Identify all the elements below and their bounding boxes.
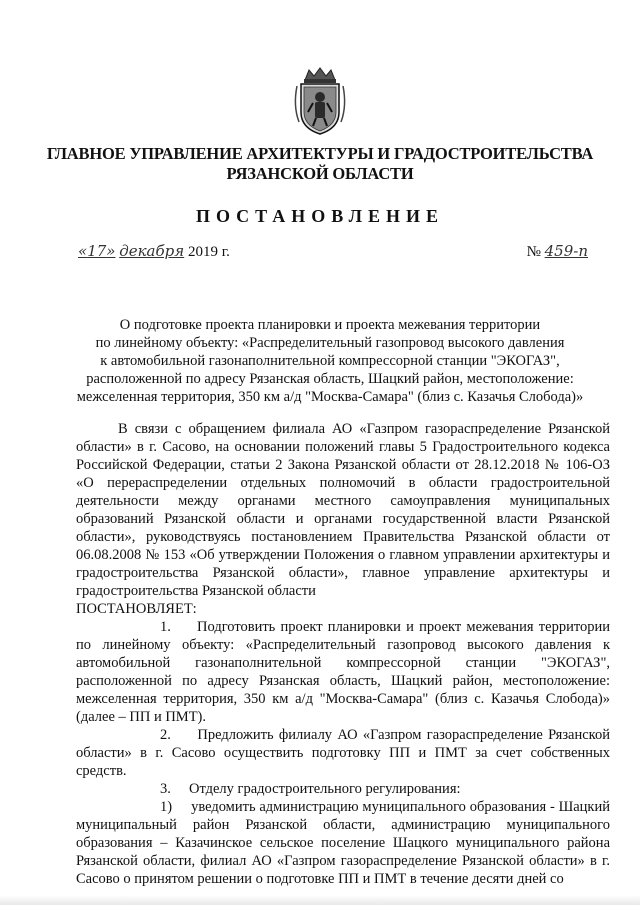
document-body (76, 420, 610, 888)
organization-title (40, 144, 600, 184)
document-type-heading: ПОСТАНОВЛЕНИЕ (195, 206, 445, 226)
item-paragraph (76, 618, 610, 726)
subject-line: О подготовке проекта планировки и проекта межевания территории (119, 317, 541, 333)
intro-paragraph: В связи с обращением филиала АО «Газпром газораспределение Рязанской области» в г. Сасово, на основании положений главы 5 Градостроительного кодекса Российской Федерации, статьи 2 Закона Рязанской области от 28.12.2018 № 106-ОЗ «О перераспределении отдельных полномочий в области градостроительной деятельности между органами местного самоуправления муниципальных образований Рязанской области и органами государственной власти Рязанской области», руководствуясь постановлением Правительства Рязанской области от 06.08.2008 № 153 «Об утверждении Положения о главном управлении архитектуры и градостроительства Рязанской области», главное управление архитектуры и градостроительства Рязанской области (76, 421, 610, 599)
item-number: 1) (160, 799, 173, 815)
date-day: 17 (87, 242, 107, 260)
item-text: уведомить администрацию муниципального образования - Шацкий муниципальный район Рязанской области, администрацию муниципального образования – Казачинское сельское поселение Шацкого муниципального района Рязанской области, филиал АО «Газпром газораспределение Рязанской области» в г. Сасово о принятом решении о подготовке ПП и ПМТ в течение десяти дней со (76, 799, 610, 887)
organization-title-line1: ГЛАВНОЕ УПРАВЛЕНИЕ АРХИТЕКТУРЫ И ГРАДОСТРОИТЕЛЬСТВА (46, 144, 594, 163)
subject-line: расположенной по адресу Рязанская область, Шацкий район, местоположение: (86, 371, 574, 387)
item-paragraph (76, 798, 610, 888)
item-number: 2. (160, 727, 171, 743)
number-prefix: № (526, 244, 541, 260)
document-number (527, 242, 588, 261)
item-paragraph (76, 726, 610, 780)
number-value: 459-п (544, 242, 588, 260)
date-year: 2019 г. (187, 244, 230, 260)
item-number: 3. (160, 781, 171, 797)
item-text: Предложить филиалу АО «Газпром газораспределение Рязанской области» в г. Сасово осуществить подготовку ПП и ПМТ за счет собственных средств. (76, 727, 610, 779)
subject-line: к автомобильной газонаполнительной компрессорной станции "ЭКОГАЗ", (100, 353, 560, 369)
item-text: Отделу градостроительного регулирования: (189, 781, 461, 797)
subject-line: по линейному объекту: «Распределительный газопровод высокого давления (95, 335, 565, 351)
date-quote-close: » (106, 242, 116, 260)
document-subject (60, 316, 600, 406)
organization-title-line2: РЯЗАНСКОЙ ОБЛАСТИ (226, 164, 414, 183)
date-quote-open: « (78, 242, 88, 260)
date-month: декабря (119, 242, 185, 260)
item-number: 1. (160, 619, 171, 635)
item-paragraph (76, 780, 610, 798)
subject-line: межселенная территория, 350 км а/д "Москва-Самара" (близ с. Казачья Слобода)» (76, 389, 584, 405)
item-text: Подготовить проект планировки и проект межевания территории по линейному объекту: «Распределительный газопровод высокого давления к автомобильной газонаполнительной компрессорной станции "ЭКОГАЗ", расположенной по адресу Рязанская область, Шацкий район, местоположение: межселенная территория, 350 км а/д "Москва-Самара" (близ с. Казачья Слобода)» (далее – ПП и ПМТ). (76, 619, 610, 725)
document-date (78, 242, 230, 261)
resolves-heading: ПОСТАНОВЛЯЕТ: (76, 601, 197, 617)
coat-of-arms-emblem (291, 66, 349, 136)
page-bottom-edge (0, 895, 640, 905)
